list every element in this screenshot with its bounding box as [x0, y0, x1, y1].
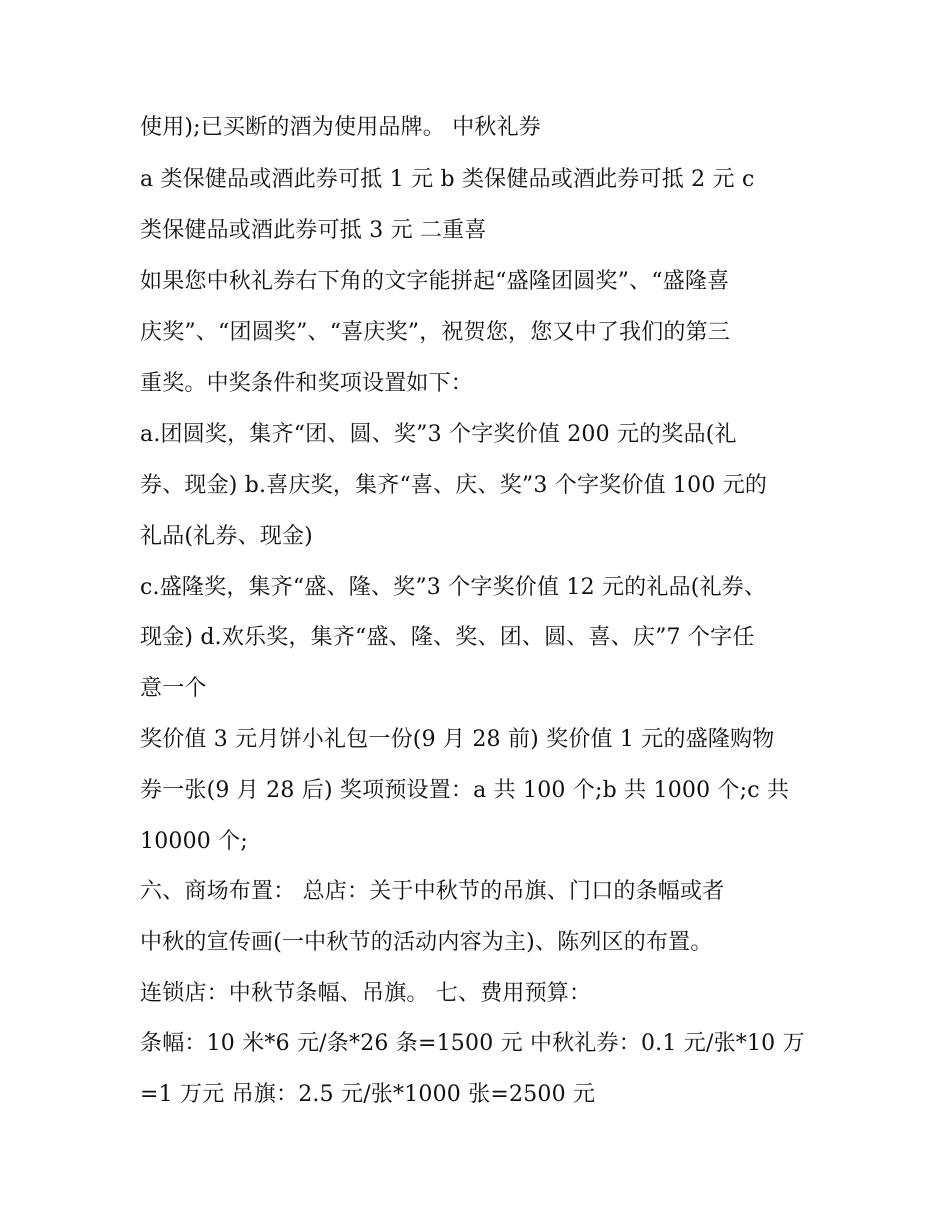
text-line: 庆奖”、“团圆奖”、“喜庆奖”，祝贺您，您又中了我们的第三 — [140, 320, 731, 345]
text-line: a.团圆奖，集齐“团、圆、奖”3 个字奖价值 200 元的奖品(礼 — [140, 422, 737, 447]
text-line: 使用);已买断的酒为使用品牌。 中秋礼券 — [140, 115, 541, 140]
text-line: 连锁店：中秋节条幅、吊旗。 七、费用预算： — [140, 981, 592, 1006]
text-line: 六、商场布置： 总店：关于中秋节的吊旗、门口的条幅或者 — [140, 879, 725, 904]
text-line: 重奖。中奖条件和奖项设置如下： — [140, 371, 474, 396]
text-line: c.盛隆奖，集齐“盛、隆、奖”3 个字奖价值 12 元的礼品(礼券、 — [140, 575, 767, 600]
text-line: 如果您中秋礼券右下角的文字能拼起“盛隆团圆奖”、“盛隆喜 — [140, 269, 730, 294]
text-line: 中秋的宣传画(一中秋节的活动内容为主)、陈列区的布置。 — [140, 930, 713, 955]
text-line: 10000 个; — [140, 829, 248, 854]
text-line: 类保健品或酒此券可抵 3 元 二重喜 — [140, 218, 487, 243]
text-line: 现金) d.欢乐奖，集齐“盛、隆、奖、团、圆、喜、庆”7 个字任 — [140, 625, 755, 650]
text-line: a 类保健品或酒此券可抵 1 元 b 类保健品或酒此券可抵 2 元 c — [140, 167, 755, 192]
text-line: 礼品(礼券、现金) — [140, 524, 313, 549]
text-line: 券、现金) b.喜庆奖，集齐“喜、庆、奖”3 个字奖价值 100 元的 — [140, 473, 768, 498]
text-line: 意一个 — [140, 676, 207, 701]
text-line: 券一张(9 月 28 后) 奖项预设置：a 共 100 个;b 共 1000 个;c 共 — [140, 778, 790, 803]
text-line: =1 万元 吊旗：2.5 元/张*1000 张=2500 元 — [140, 1082, 596, 1107]
text-line: 条幅：10 米*6 元/条*26 条=1500 元 中秋礼券：0.1 元/张*10 万 — [140, 1031, 805, 1056]
text-line: 奖价值 3 元月饼小礼包一份(9 月 28 前) 奖价值 1 元的盛隆购物 — [140, 727, 775, 752]
